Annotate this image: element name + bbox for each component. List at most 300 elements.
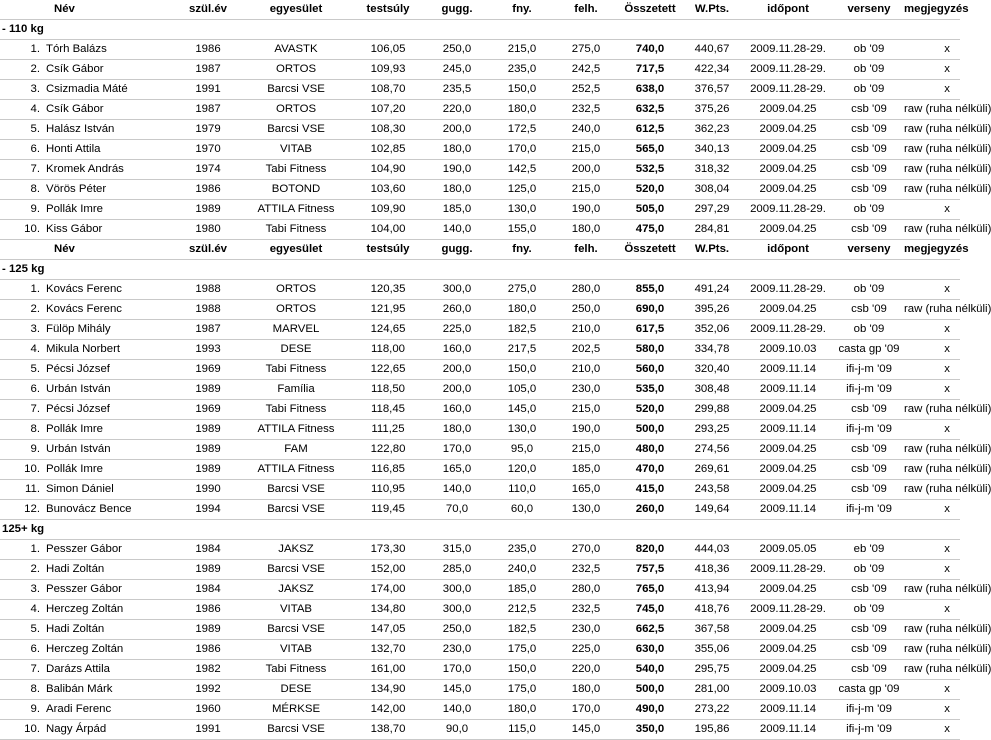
deadlift-cell: 275,0 [571, 43, 601, 55]
date-cell: 2009.04.25 [759, 183, 817, 195]
year-cell: 1988 [195, 283, 221, 295]
squat-cell: 200,0 [442, 123, 472, 135]
total-cell: 612,5 [635, 123, 665, 135]
rank-cell: 6. [30, 383, 40, 395]
date-cell: 2009.05.05 [759, 543, 817, 555]
weight-cell: 122,80 [370, 443, 406, 455]
weight-cell: 111,25 [371, 423, 405, 435]
bench-cell: 105,0 [507, 383, 537, 395]
date-cell: 2009.04.25 [759, 103, 817, 115]
deadlift-cell: 165,0 [571, 483, 601, 495]
date-cell: 2009.11.14 [759, 363, 817, 375]
year-cell: 1969 [195, 363, 221, 375]
table-row [0, 560, 960, 580]
club-cell: ATTILA Fitness [257, 463, 335, 475]
rank-cell: 7. [30, 403, 40, 415]
note-cell: x [944, 343, 950, 355]
bench-cell: 110,0 [508, 483, 536, 495]
club-cell: VITAB [279, 603, 313, 615]
squat-cell: 300,0 [442, 583, 472, 595]
total-cell: 490,0 [635, 703, 665, 715]
squat-cell: 140,0 [442, 223, 472, 235]
weight-cell: 138,70 [370, 723, 406, 735]
club-cell: FAM [284, 443, 308, 455]
note-cell: raw (ruha nélküli) [904, 223, 991, 235]
points-cell: 299,88 [694, 403, 730, 415]
total-cell: 745,0 [635, 603, 665, 615]
rank-cell: 8. [30, 423, 40, 435]
weight-cell: 122,65 [370, 363, 406, 375]
deadlift-cell: 225,0 [571, 643, 601, 655]
weight-cell: 132,70 [370, 643, 406, 655]
bench-cell: 60,0 [510, 503, 534, 515]
weight-header: testsúly [366, 3, 410, 15]
bench-cell: 175,0 [507, 643, 537, 655]
name-cell: Kovács Ferenc [46, 283, 122, 295]
bench-cell: 142,5 [507, 163, 537, 175]
deadlift-cell: 215,0 [571, 443, 601, 455]
rank-cell: 10. [24, 463, 40, 475]
name-cell: Hadi Zoltán [46, 563, 105, 575]
squat-cell: 145,0 [442, 683, 472, 695]
competition-cell: csb '09 [851, 583, 887, 595]
deadlift-cell: 230,0 [571, 623, 601, 635]
year-cell: 1988 [195, 303, 221, 315]
club-cell: Barcsi VSE [267, 723, 325, 735]
name-cell: Vörös Péter [46, 183, 107, 195]
name-cell: Urbán István [46, 383, 111, 395]
date-cell: 2009.04.25 [759, 463, 817, 475]
deadlift-cell: 190,0 [571, 203, 601, 215]
note-cell: raw (ruha nélküli) [904, 123, 991, 135]
weight-cell: 152,00 [370, 563, 406, 575]
date-cell: 2009.04.25 [759, 643, 817, 655]
points-cell: 340,13 [694, 143, 730, 155]
points-cell: 195,86 [694, 723, 730, 735]
total-cell: 855,0 [635, 283, 665, 295]
points-header: W.Pts. [694, 243, 730, 255]
year-cell: 1987 [195, 63, 221, 75]
competition-cell: csb '09 [851, 643, 887, 655]
competition-cell: ob '09 [853, 203, 885, 215]
table-row [0, 460, 960, 480]
year-cell: 1986 [195, 603, 221, 615]
name-cell: Csík Gábor [46, 103, 104, 115]
squat-cell: 170,0 [442, 663, 472, 675]
squat-cell: 140,0 [442, 483, 472, 495]
date-cell: 2009.11.14 [759, 723, 817, 735]
bench-cell: 130,0 [507, 203, 537, 215]
year-cell: 1987 [195, 103, 221, 115]
bench-cell: 217,5 [507, 343, 537, 355]
date-cell: 2009.11.28-29. [750, 43, 826, 55]
club-cell: MÉRKSE [271, 703, 321, 715]
note-cell: raw (ruha nélküli) [904, 303, 991, 315]
squat-cell: 180,0 [442, 423, 472, 435]
name-cell: Fülöp Mihály [46, 323, 111, 335]
club-cell: BOTOND [271, 183, 321, 195]
date-header: időpont [767, 243, 809, 255]
note-cell: x [944, 63, 950, 75]
rank-cell: 10. [24, 223, 40, 235]
category-row [0, 520, 960, 540]
date-cell: 2009.11.28-29. [750, 63, 826, 75]
total-cell: 632,5 [635, 103, 665, 115]
deadlift-cell: 232,5 [571, 563, 601, 575]
table-row [0, 360, 960, 380]
club-cell: Barcsi VSE [267, 123, 325, 135]
points-cell: 413,94 [694, 583, 730, 595]
name-cell: Balibán Márk [46, 683, 113, 695]
points-cell: 362,23 [694, 123, 730, 135]
rank-cell: 6. [30, 143, 40, 155]
table-row [0, 600, 960, 620]
bench-cell: 175,0 [507, 683, 537, 695]
points-cell: 334,78 [694, 343, 730, 355]
deadlift-header: felh. [574, 243, 598, 255]
name-header: Név [54, 3, 75, 15]
club-cell: ORTOS [275, 303, 317, 315]
competition-cell: csb '09 [851, 403, 887, 415]
deadlift-cell: 230,0 [571, 383, 601, 395]
name-cell: Halász István [46, 123, 115, 135]
squat-cell: 235,5 [442, 83, 472, 95]
squat-cell: 180,0 [442, 143, 472, 155]
weight-cell: 120,35 [370, 283, 406, 295]
note-cell: x [944, 423, 950, 435]
points-cell: 149,64 [694, 503, 730, 515]
total-cell: 690,0 [635, 303, 665, 315]
squat-cell: 90,0 [445, 723, 469, 735]
competition-cell: csb '09 [851, 223, 887, 235]
note-cell: raw (ruha nélküli) [904, 143, 991, 155]
club-cell: Tabi Fitness [265, 223, 327, 235]
deadlift-cell: 185,0 [571, 463, 601, 475]
bench-cell: 155,0 [507, 223, 537, 235]
weight-cell: 119,45 [371, 503, 405, 515]
rank-cell: 5. [30, 623, 40, 635]
points-cell: 308,48 [694, 383, 730, 395]
points-cell: 269,61 [694, 463, 730, 475]
bench-cell: 150,0 [507, 663, 537, 675]
name-cell: Hadi Zoltán [46, 623, 105, 635]
date-cell: 2009.10.03 [759, 683, 817, 695]
date-cell: 2009.11.28-29. [750, 323, 826, 335]
deadlift-cell: 240,0 [571, 123, 601, 135]
deadlift-cell: 252,5 [571, 83, 601, 95]
table-row [0, 80, 960, 100]
squat-cell: 300,0 [442, 603, 472, 615]
note-cell: x [944, 203, 950, 215]
points-cell: 318,32 [694, 163, 730, 175]
deadlift-cell: 210,0 [571, 363, 601, 375]
weight-cell: 161,00 [370, 663, 406, 675]
bench-cell: 150,0 [507, 363, 537, 375]
table-row [0, 220, 960, 240]
category-label: - 110 kg [2, 23, 44, 35]
total-cell: 500,0 [635, 683, 665, 695]
weight-cell: 173,30 [370, 543, 406, 555]
club-cell: ATTILA Fitness [257, 423, 335, 435]
header-row [0, 240, 960, 260]
rank-cell: 5. [30, 363, 40, 375]
weight-cell: 106,05 [370, 43, 406, 55]
points-cell: 297,29 [694, 203, 730, 215]
club-cell: JAKSZ [278, 543, 314, 555]
competition-cell: csb '09 [851, 183, 887, 195]
squat-cell: 160,0 [442, 343, 472, 355]
year-cell: 1984 [195, 543, 221, 555]
points-cell: 274,56 [694, 443, 730, 455]
total-cell: 717,5 [635, 63, 665, 75]
bench-cell: 275,0 [507, 283, 537, 295]
bench-cell: 170,0 [507, 143, 537, 155]
table-row [0, 140, 960, 160]
name-cell: Tórh Balázs [46, 43, 107, 55]
weight-cell: 116,85 [371, 463, 405, 475]
squat-cell: 300,0 [442, 283, 472, 295]
weight-cell: 142,00 [370, 703, 406, 715]
year-cell: 1993 [195, 343, 221, 355]
competition-cell: ifi-j-m '09 [846, 383, 892, 395]
club-header: egyesület [269, 243, 323, 255]
total-header: Összetett [624, 3, 676, 15]
date-cell: 2009.11.14 [759, 703, 817, 715]
table-row [0, 500, 960, 520]
competition-cell: csb '09 [851, 163, 887, 175]
points-cell: 281,00 [694, 683, 730, 695]
squat-cell: 190,0 [442, 163, 472, 175]
weight-cell: 108,30 [370, 123, 406, 135]
squat-cell: 200,0 [442, 383, 472, 395]
year-cell: 1984 [195, 583, 221, 595]
rank-cell: 4. [30, 103, 40, 115]
year-cell: 1989 [195, 423, 221, 435]
points-cell: 440,67 [694, 43, 730, 55]
bench-cell: 130,0 [507, 423, 537, 435]
competition-header: verseny [847, 243, 891, 255]
name-cell: Aradi Ferenc [46, 703, 112, 715]
date-cell: 2009.11.28-29. [750, 83, 826, 95]
competition-cell: ob '09 [853, 283, 885, 295]
points-cell: 444,03 [694, 543, 730, 555]
deadlift-cell: 210,0 [571, 323, 601, 335]
table-row [0, 180, 960, 200]
table-row [0, 380, 960, 400]
table-row [0, 620, 960, 640]
bench-cell: 185,0 [507, 583, 537, 595]
total-cell: 480,0 [635, 443, 665, 455]
note-cell: raw (ruha nélküli) [904, 583, 991, 595]
total-cell: 520,0 [635, 183, 665, 195]
table-row [0, 720, 960, 740]
squat-cell: 180,0 [442, 183, 472, 195]
note-cell: raw (ruha nélküli) [904, 463, 991, 475]
name-cell: Herczeg Zoltán [46, 643, 124, 655]
total-cell: 470,0 [635, 463, 665, 475]
name-cell: Pesszer Gábor [46, 543, 122, 555]
points-cell: 320,40 [694, 363, 730, 375]
rank-header [0, 240, 44, 260]
rank-cell: 9. [30, 703, 40, 715]
total-cell: 580,0 [635, 343, 665, 355]
note-cell: raw (ruha nélküli) [904, 103, 991, 115]
bench-cell: 125,0 [507, 183, 537, 195]
squat-header: gugg. [441, 3, 473, 15]
table-row [0, 300, 960, 320]
note-cell: x [944, 43, 950, 55]
year-cell: 1974 [195, 163, 221, 175]
name-cell: Bunovácz Bence [46, 503, 132, 515]
bench-cell: 212,5 [507, 603, 537, 615]
weight-cell: 104,90 [370, 163, 406, 175]
date-cell: 2009.04.25 [759, 583, 817, 595]
name-cell: Pesszer Gábor [46, 583, 122, 595]
date-cell: 2009.11.14 [759, 383, 817, 395]
rank-cell: 10. [24, 723, 40, 735]
date-cell: 2009.04.25 [759, 123, 817, 135]
competition-cell: ob '09 [853, 43, 885, 55]
points-cell: 308,04 [694, 183, 730, 195]
year-header: szül.év [189, 243, 227, 255]
weight-cell: 108,70 [370, 83, 406, 95]
total-cell: 560,0 [635, 363, 665, 375]
date-cell: 2009.11.28-29. [750, 563, 826, 575]
date-cell: 2009.04.25 [759, 403, 817, 415]
rank-cell: 3. [30, 83, 40, 95]
deadlift-cell: 215,0 [571, 403, 601, 415]
year-cell: 1994 [195, 503, 221, 515]
total-cell: 765,0 [635, 583, 665, 595]
deadlift-header: felh. [574, 3, 598, 15]
weight-cell: 174,00 [370, 583, 406, 595]
total-cell: 630,0 [635, 643, 665, 655]
total-cell: 415,0 [635, 483, 665, 495]
year-cell: 1986 [195, 183, 221, 195]
squat-cell: 165,0 [442, 463, 472, 475]
squat-cell: 250,0 [442, 43, 472, 55]
total-cell: 757,5 [635, 563, 665, 575]
name-cell: Pécsi József [46, 403, 110, 415]
points-cell: 352,06 [694, 323, 730, 335]
bench-cell: 240,0 [507, 563, 537, 575]
club-cell: AVASTK [274, 43, 318, 55]
year-cell: 1960 [195, 703, 221, 715]
competition-cell: eb '09 [853, 543, 885, 555]
competition-cell: ifi-j-m '09 [846, 423, 892, 435]
weight-cell: 134,80 [370, 603, 406, 615]
date-cell: 2009.11.28-29. [750, 203, 826, 215]
bench-cell: 182,5 [507, 623, 537, 635]
year-cell: 1991 [195, 723, 221, 735]
deadlift-cell: 242,5 [571, 63, 601, 75]
club-cell: ATTILA Fitness [257, 203, 335, 215]
points-header: W.Pts. [694, 3, 730, 15]
bench-cell: 180,0 [507, 703, 537, 715]
year-cell: 1986 [195, 643, 221, 655]
bench-cell: 182,5 [507, 323, 537, 335]
weight-cell: 118,50 [371, 383, 405, 395]
note-cell: x [944, 543, 950, 555]
table-row [0, 320, 960, 340]
name-cell: Honti Attila [46, 143, 101, 155]
table-row [0, 40, 960, 60]
competition-cell: csb '09 [851, 663, 887, 675]
name-cell: Csík Gábor [46, 63, 104, 75]
total-cell: 535,0 [635, 383, 665, 395]
squat-cell: 160,0 [442, 403, 472, 415]
table-row [0, 280, 960, 300]
name-cell: Pollák Imre [46, 423, 103, 435]
note-cell: x [944, 683, 950, 695]
total-cell: 500,0 [635, 423, 665, 435]
rank-cell: 3. [30, 583, 40, 595]
bench-cell: 120,0 [507, 463, 537, 475]
name-cell: Mikula Norbert [46, 343, 121, 355]
name-cell: Nagy Árpád [46, 723, 107, 735]
points-cell: 293,25 [694, 423, 730, 435]
squat-cell: 70,0 [445, 503, 469, 515]
weight-header: testsúly [366, 243, 410, 255]
name-cell: Kovács Ferenc [46, 303, 122, 315]
deadlift-cell: 170,0 [571, 703, 601, 715]
note-cell: raw (ruha nélküli) [904, 483, 991, 495]
competition-cell: ifi-j-m '09 [846, 723, 892, 735]
date-cell: 2009.04.25 [759, 483, 817, 495]
weight-cell: 147,05 [370, 623, 406, 635]
club-cell: ORTOS [275, 283, 317, 295]
category-label: 125+ kg [2, 523, 45, 535]
note-cell: raw (ruha nélküli) [904, 643, 991, 655]
weight-cell: 109,90 [370, 203, 406, 215]
deadlift-cell: 232,5 [571, 603, 601, 615]
bench-cell: 180,0 [507, 303, 537, 315]
note-cell: x [944, 603, 950, 615]
weight-cell: 107,20 [370, 103, 406, 115]
squat-cell: 225,0 [442, 323, 472, 335]
points-cell: 376,57 [694, 83, 730, 95]
rank-cell: 1. [30, 43, 40, 55]
bench-header: fny. [512, 243, 532, 255]
date-cell: 2009.04.25 [759, 143, 817, 155]
club-cell: DESE [280, 343, 312, 355]
competition-cell: ifi-j-m '09 [846, 703, 892, 715]
competition-cell: ob '09 [853, 63, 885, 75]
club-cell: Tabi Fitness [265, 663, 327, 675]
table-row [0, 660, 960, 680]
deadlift-cell: 215,0 [571, 183, 601, 195]
year-cell: 1989 [195, 383, 221, 395]
club-cell: Tabi Fitness [265, 163, 327, 175]
deadlift-cell: 215,0 [571, 143, 601, 155]
bench-cell: 172,5 [507, 123, 537, 135]
weight-cell: 103,60 [370, 183, 406, 195]
rank-cell: 11. [25, 483, 40, 495]
note-cell: x [944, 323, 950, 335]
year-cell: 1980 [195, 223, 221, 235]
bench-cell: 145,0 [507, 403, 537, 415]
club-cell: Tabi Fitness [265, 363, 327, 375]
weight-cell: 118,45 [371, 403, 405, 415]
year-cell: 1992 [195, 683, 221, 695]
club-cell: JAKSZ [278, 583, 314, 595]
club-cell: Família [277, 383, 315, 395]
club-cell: Barcsi VSE [267, 83, 325, 95]
date-cell: 2009.04.25 [759, 443, 817, 455]
note-cell: raw (ruha nélküli) [904, 183, 991, 195]
bench-cell: 95,0 [510, 443, 534, 455]
rank-cell: 8. [30, 683, 40, 695]
